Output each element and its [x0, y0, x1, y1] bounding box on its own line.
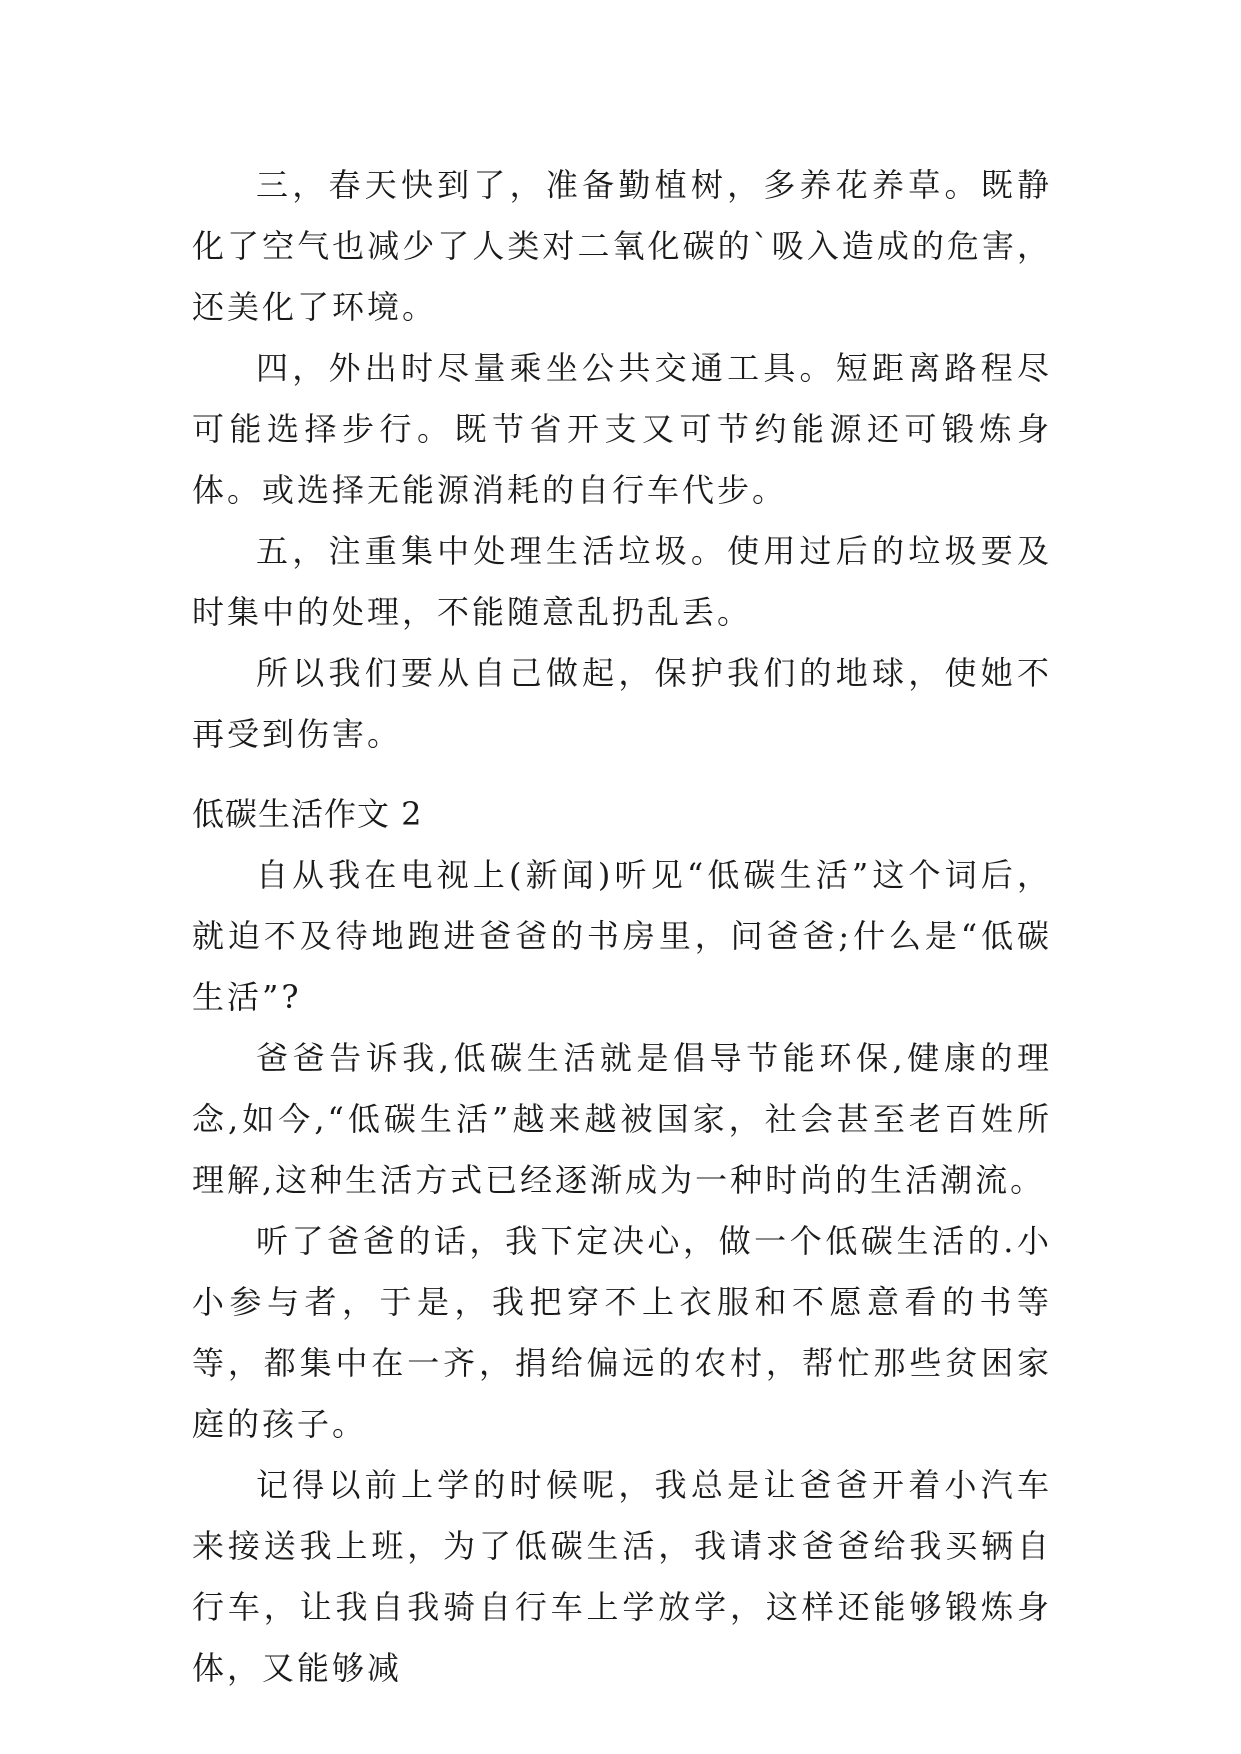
essay-title: 低碳生活作文 2 [192, 795, 423, 833]
essay-continuation [192, 155, 1052, 765]
essay-2 [192, 784, 1052, 1699]
paragraph: 爸爸告诉我,低碳生活就是倡导节能环保,健康的理念,如今,“低碳生活”越来越被国家，社会甚至老百姓所理解,这种生活方式已经逐渐成为一种时尚的生活潮流。 [192, 1039, 1052, 1199]
paragraph: 三，春天快到了，准备勤植树，多养花养草。既静化了空气也减少了人类对二氧化碳的`吸入造成的危害，还美化了环境。 [192, 166, 1052, 326]
paragraph: 四，外出时尽量乘坐公共交通工具。短距离路程尽可能选择步行。既节省开支又可节约能源还可锻炼身体。或选择无能源消耗的自行车代步。 [192, 349, 1052, 509]
paragraph: 记得以前上学的时候呢，我总是让爸爸开着小汽车来接送我上班，为了低碳生活，我请求爸爸给我买辆自行车，让我自我骑自行车上学放学，这样还能够锻炼身体，又能够减 [192, 1466, 1052, 1687]
paragraph: 自从我在电视上(新闻)听见“低碳生活”这个词后，就迫不及待地跑进爸爸的书房里，问爸爸;什么是“低碳生活”? [192, 856, 1052, 1016]
paragraph: 听了爸爸的话，我下定决心，做一个低碳生活的.小小参与者，于是，我把穿不上衣服和不愿意看的书等等，都集中在一齐，捐给偏远的农村，帮忙那些贫困家庭的孩子。 [192, 1222, 1052, 1443]
paragraph: 所以我们要从自己做起，保护我们的地球，使她不再受到伤害。 [192, 654, 1052, 753]
paragraph: 五，注重集中处理生活垃圾。使用过后的垃圾要及时集中的处理，不能随意乱扔乱丢。 [192, 532, 1052, 631]
